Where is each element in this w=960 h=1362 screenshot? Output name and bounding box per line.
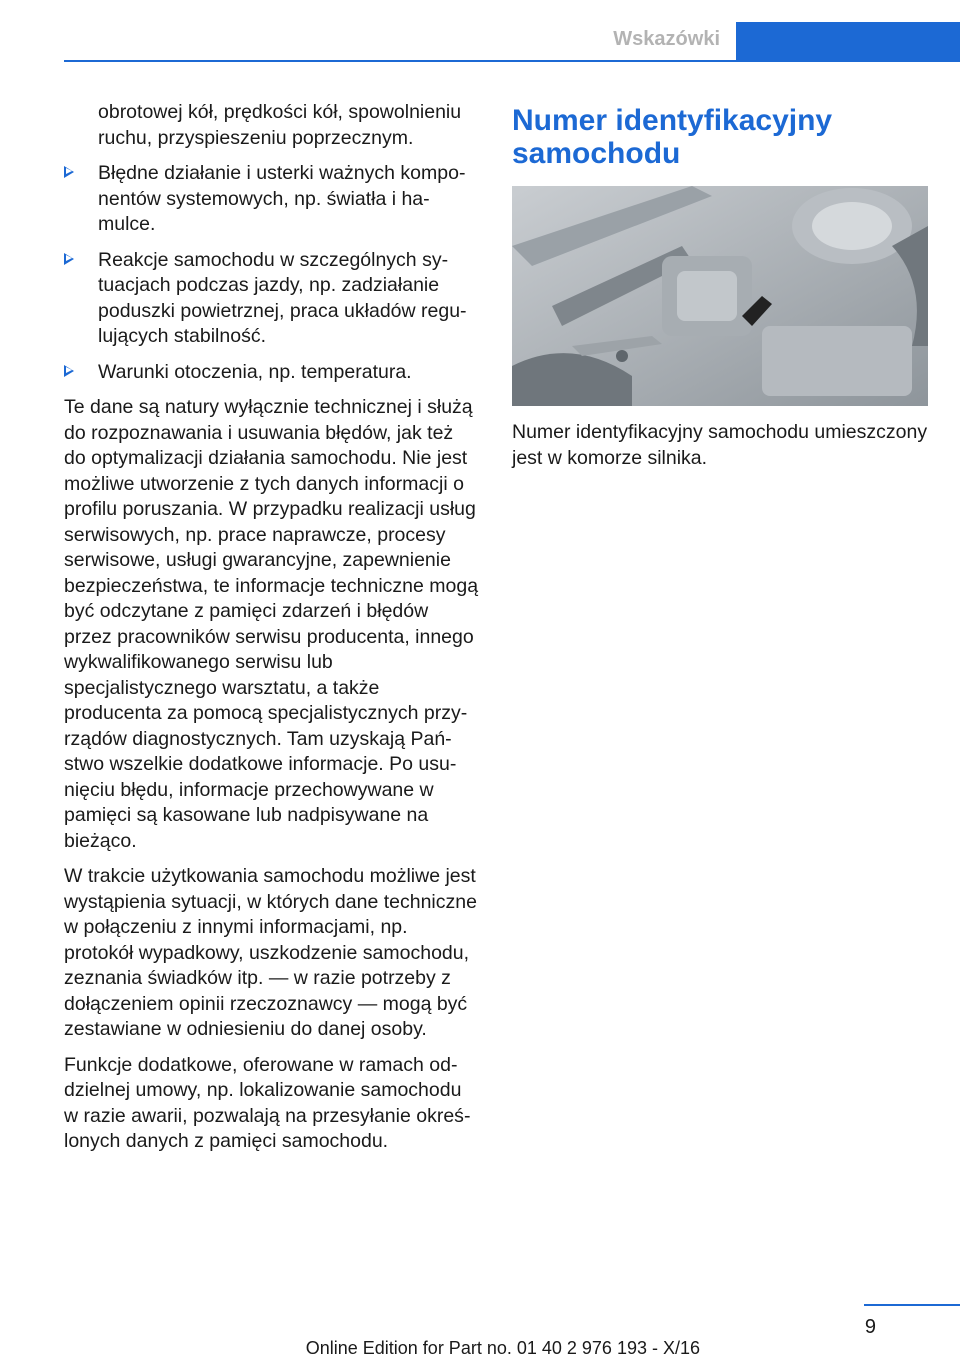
section-heading: Numer identyfikacyjny samochodu [512,104,833,170]
page-number: 9 [864,1316,876,1338]
edition-footer: Online Edition for Part no. 01 40 2 976 193 - X/16 [305,1338,700,1358]
list-item-text: Błędne działanie i usterki ważnych komponentów systemowych, np. światła i hamulce. [98,162,466,235]
list-item [64,161,480,238]
list-item [64,360,480,386]
paragraph-usage-situations: W trakcie użytkowania samochodu możliwe jest wystąpienia sytuacji, w których dane techniczne w połączeniu z innymi informacjami, np. protokół wypadkowy, uszkodzenie samochodu, zeznania świadków itp. — w razie potrzeby z dołączeniem opinii rzeczoznawcy — mogą być zestawiane w odniesieniu do danej osoby. [64,865,477,1040]
intro-continuation: obrotowej kół, prędkości kół, spowolnieniu ruchu, przyspieszeniu poprzecznym. [98,101,462,149]
list-item-text: Reakcje samochodu w szczególnych sytuacjach podczas jazdy, np. zadziałanie poduszki powietrznej, praca układów regulujących stabilność. [98,248,467,347]
engine-compartment-photo [512,186,928,406]
paragraph-additional-functions: Funkcje dodatkowe, oferowane w ramach oddzielnej umowy, np. lokalizowanie samochodu w razie awarii, pozwalają na przesyłanie określonych danych z pamięci samochodu. [64,1053,471,1152]
list-item [64,248,480,350]
triangle-bullet-icon [64,253,74,265]
page-section-title: Wskazówki [613,28,720,50]
photo-caption: Numer identyfikacyjny samochodu umieszczony jest w komorze silnika. [512,421,928,469]
left-column [64,100,480,1165]
triangle-bullet-icon [64,166,74,178]
header-accent-block [736,22,960,62]
footer-rule [864,1304,960,1306]
triangle-bullet-icon [64,365,74,377]
right-column [512,104,928,481]
list-item-text: Warunki otoczenia, np. temperatura. [98,360,412,383]
paragraph-data-nature: Te dane są natury wyłącznie technicznej i służą do rozpoznawania i usuwania błędów, jak też do optymalizacji działania samochodu. Nie jest możliwe utworzenie z tych danych informacji o profilu poruszania. W przypadku realizacji usług serwisowych, np. prace naprawcze, procesy serwisowe, usługi gwarancyjne, zapewnienie bezpieczeństwa, te informacje techniczne mogą być odczytane z pamięci zdarzeń i błędów przez pracowników serwisu producenta, innego wykwalifikowanego serwisu lub specjalistycznego warsztatu, a także producenta za pomocą specjalistycznych przyrządów diagnostycznych. Tam uzyskają Państwo wszelkie dodatkowe informacje. Po usunięciu błędu, informacje przechowywane w pamięci są kasowane lub nadpisywane na bieżąco. [64,396,479,852]
bullet-list [64,161,480,385]
